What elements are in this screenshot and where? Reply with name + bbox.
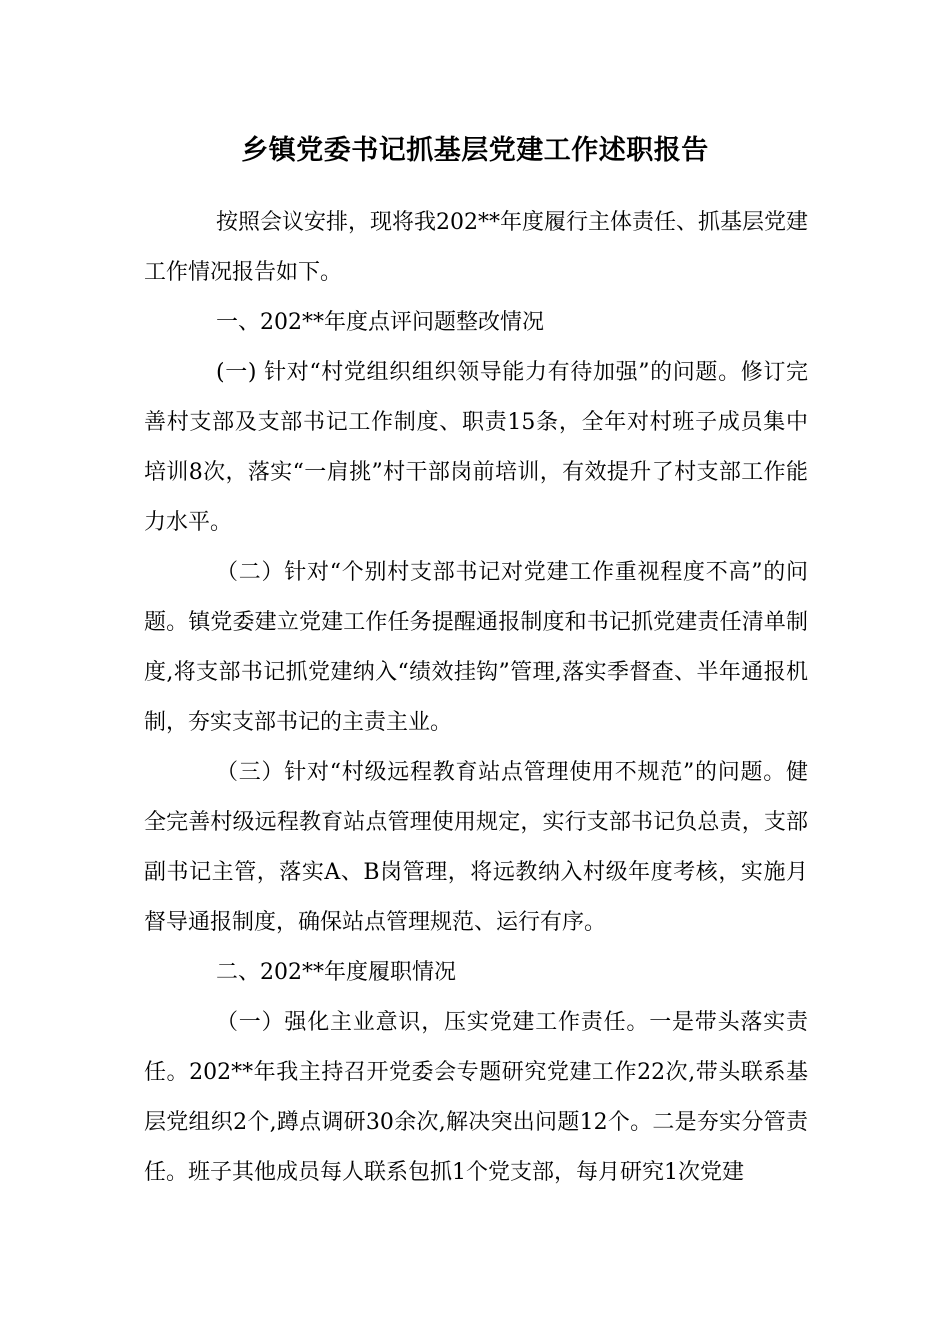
document-body [144, 198, 808, 1198]
paragraph-1-2: （二）针对“个别村支部书记对党建工作重视程度不高”的问题。镇党委建立党建工作任务提醒通报制度和书记抓党建责任清单制度,将支部书记抓党建纳入“绩效挂钩”管理,落实季督查、半年通报机制，夯实支部书记的主责主业。 [144, 560, 808, 735]
section-heading-2: 二、202**年度履职情况 [216, 960, 456, 985]
paragraph-1-3: （三）针对“村级远程教育站点管理使用不规范”的问题。健全完善村级远程教育站点管理使用规定，实行支部书记负总责，支部副书记主管，落实A、B岗管理，将远教纳入村级年度考核，实施月督导通报制度，确保站点管理规范、运行有序。 [144, 760, 808, 935]
section-heading-1: 一、202**年度点评问题整改情况 [216, 310, 544, 335]
paragraph-2-1: （一）强化主业意识，压实党建工作责任。一是带头落实责任。202**年我主持召开党委会专题研究党建工作22次,带头联系基层党组织2个,蹲点调研30余次,解决突出问题12个。二是夯实分管责任。班子其他成员每人联系包抓1个党支部，每月研究1次党建 [144, 1010, 808, 1185]
paragraph-1-1: (一) 针对“村党组织组织领导能力有待加强”的问题。修订完善村支部及支部书记工作制度、职责15条，全年对村班子成员集中培训8次，落实“一肩挑”村干部岗前培训，有效提升了村支部工作能力水平。 [144, 360, 808, 535]
document-title: 乡镇党委书记抓基层党建工作述职报告 [241, 135, 709, 166]
paragraph-intro: 按照会议安排，现将我202**年度履行主体责任、抓基层党建工作情况报告如下。 [144, 210, 808, 285]
